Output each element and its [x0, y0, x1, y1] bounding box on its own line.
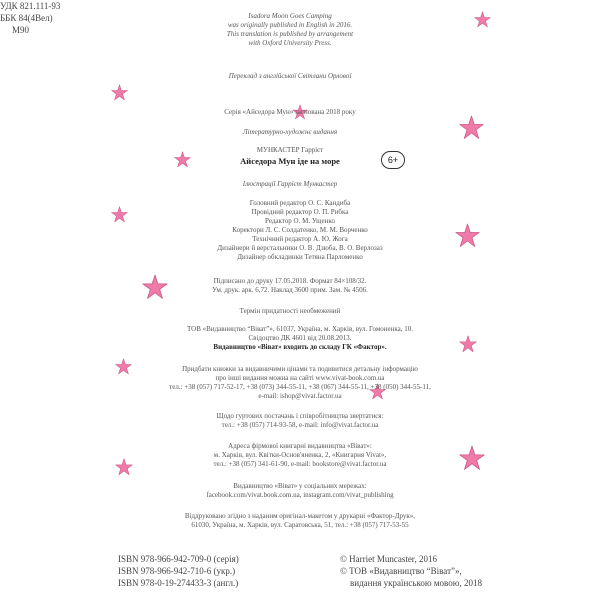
print-line-1: Підписано до друку 17.05.2018. Формат 84×108/32.: [213, 277, 367, 285]
orders-line-4: e-mail: ishop@vivat.factor.ua: [258, 392, 342, 400]
orders-line-2: про інші видання можна на сайті www.vivat-book.com.ua: [215, 374, 385, 382]
social-info: [110, 482, 490, 500]
print-line-2: Ум. друк. арк. 6,72. Наклад 3600 прим. Зам. № 4506.: [212, 286, 368, 294]
print-details: [150, 277, 430, 295]
orders-info: [110, 365, 490, 401]
social-line-1: Видавництво «Віват» у соціальних мережах:: [233, 482, 367, 490]
isbn-block: [118, 553, 239, 589]
printer-line-2: 61030, Україна, м. Харків, вул. Саратовська, 51, тел.: +38 (057) 717-53-55: [191, 521, 409, 529]
copyright-author: © Harriet Muncaster, 2016: [340, 554, 437, 564]
store-line-1: Адреса фірмової книгарні видавництва «Віват»:: [228, 442, 372, 450]
isbn-ukrainian: ISBN 978-966-942-710-6 (укр.): [118, 566, 236, 576]
star-icon: [111, 84, 128, 101]
credit-line: Дизайнери й верстальники О. В. Дзюба, В. О. Верлозаз: [217, 244, 383, 252]
publisher-info: [110, 325, 490, 352]
author-mark: М90: [12, 25, 30, 35]
original-edition-note: [150, 12, 430, 48]
star-icon: [111, 206, 128, 223]
store-line-2: м. Харків, вул. Квітки-Основ'яненка, 2, «Книгарня Vivat»,: [213, 451, 387, 459]
credit-line: Технічний редактор А. Ю. Жога: [252, 235, 348, 243]
star-icon: [474, 11, 491, 28]
store-info: [110, 442, 490, 469]
original-line-2: was originally published in English in 2016.: [227, 21, 353, 29]
original-line-4: with Oxford University Press.: [248, 39, 332, 47]
social-line-2: facebook.com/vivat.book.com.ua, instagram.com/vivat_publishing: [206, 491, 394, 499]
series-note: Серія «Айседора Мун» заснована 2018 року: [224, 108, 356, 116]
original-line-3: This translation is published by arrangement: [226, 30, 354, 38]
credit-line: Коректори Л. С. Солдатенко, М. М. Ворченко: [232, 226, 368, 234]
author-name: МУНКАСТЕР Гаррієт: [256, 146, 324, 154]
wholesale-info: [110, 412, 490, 430]
copyright-edition: видання українською мовою, 2018: [350, 578, 482, 588]
wholesale-line-1: Щодо гуртових постачань і співробітництва звертатися:: [216, 412, 384, 420]
printer-info: [110, 512, 490, 530]
isbn-english: ISBN 978-0-19-274433-3 (англ.): [118, 578, 239, 588]
book-title: Айседора Мун іде на море: [240, 156, 340, 166]
orders-line-1: Придбати книжки за видавничими цінами та подивитися детальну інформацію: [182, 365, 418, 373]
orders-line-3: тел.: +38 (057) 717-52-17, +38 (073) 344-55-11, +38 (067) 344-55-11, +38 (050) 344-55-11,: [169, 383, 431, 391]
editorial-credits: [130, 199, 470, 262]
udk-code: УДК 821.111-93: [0, 1, 61, 11]
age-rating-badge: 6+: [381, 151, 405, 169]
credit-line: Редактор О. М. Ущенко: [265, 217, 335, 225]
credit-line: Дизайнер обкладинки Тетяна Парломенко: [237, 253, 363, 261]
bbk-code: ББК 84(4Вел): [0, 13, 53, 23]
copyright-publisher: © ТОВ «Видавництво “Віват”»,: [340, 566, 462, 576]
illustrations-note: Ілюстрації Гаррієт Мункастер: [242, 180, 338, 188]
wholesale-line-2: тел.: +38 (057) 714-93-58, e-mail: info@vivat.factor.ua: [221, 421, 379, 429]
publisher-line-2: Свідоцтво ДК 4601 від 20.08.2013.: [248, 334, 352, 342]
translation-note: Переклад з англійської Світлани Орлової: [228, 72, 352, 80]
publisher-line-3: Видавництво «Віват» входить до складу ГК «Фактор».: [213, 343, 387, 351]
validity-note: Термін придатності необмежений: [239, 307, 341, 315]
star-icon: [459, 115, 484, 140]
store-line-3: тел.: +38 (057) 341-61-90, e-mail: bookstore@vivat.factor.ua: [213, 460, 387, 468]
credit-line: Головний редактор О. С. Кандиба: [249, 199, 351, 207]
original-title: Isadora Moon Goes Camping: [248, 12, 332, 20]
copyright-block: [340, 553, 482, 589]
publisher-line-1: ТОВ «Видавництво “Віват”», 61037, Україна, м. Харків, вул. Гомоненка, 10.: [187, 325, 413, 333]
isbn-series: ISBN 978-966-942-709-0 (серія): [118, 554, 239, 564]
credit-line: Провідний редактор О. П. Рибка: [251, 208, 349, 216]
genre-note: Літературно-художнє видання: [242, 128, 338, 136]
printer-line-1: Віддруковано згідно з наданим оригінал-макетом у друкарні «Фактор-Друк»,: [184, 512, 416, 520]
